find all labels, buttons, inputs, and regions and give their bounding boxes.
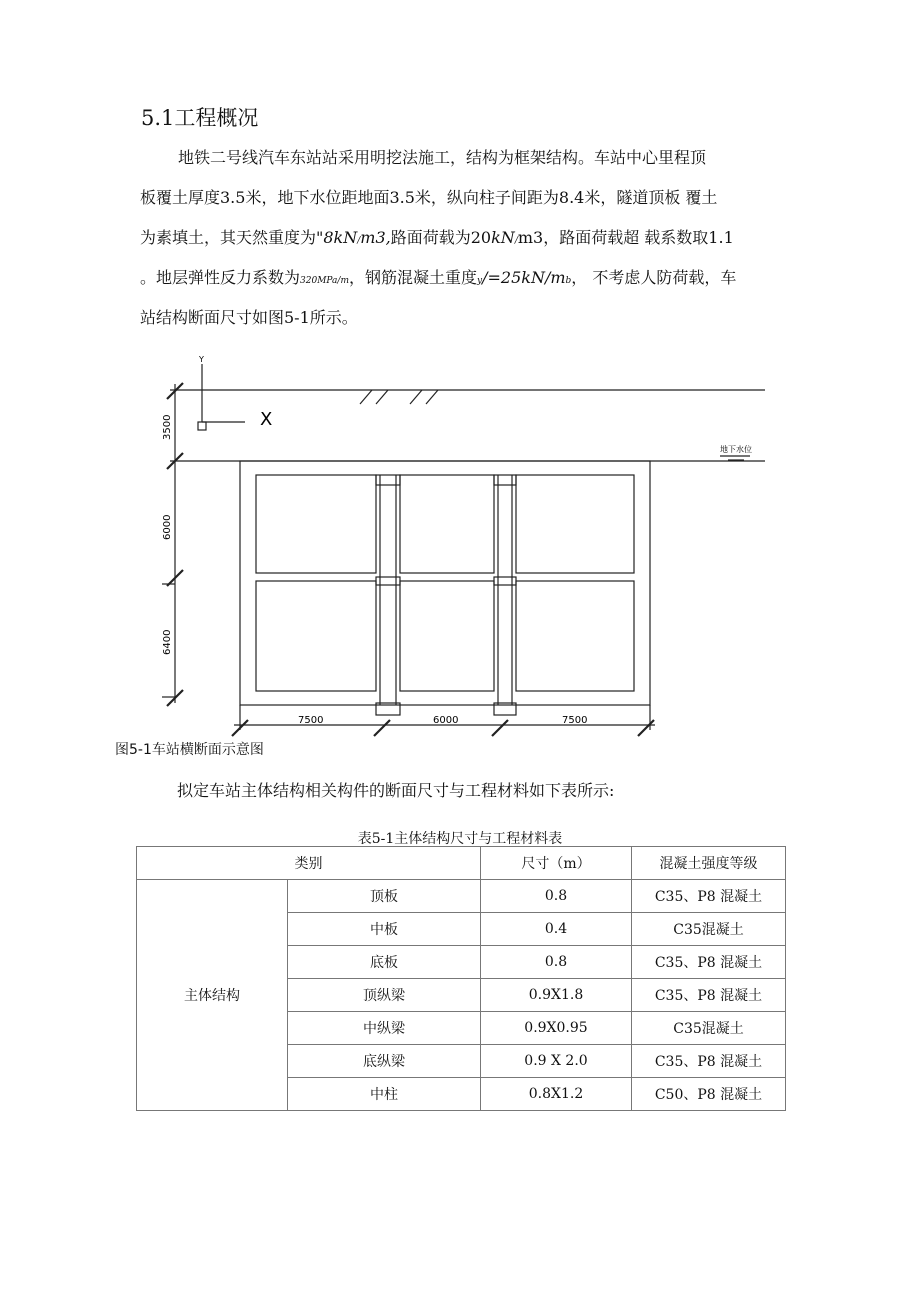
- figure-caption: 图5-1车站横断面示意图: [115, 742, 264, 758]
- text-weight-sub: b: [565, 276, 572, 286]
- grade-cell: C35、P8 混凝土: [632, 979, 786, 1012]
- axis-x-label: X: [260, 409, 273, 430]
- text-fill-desc: 为素填土，其天然重度为: [140, 228, 317, 247]
- grade-cell: C50、P8 混凝土: [632, 1078, 786, 1111]
- grade-cell: C35混凝土: [632, 913, 786, 946]
- size-cell: 0.9X1.8: [481, 979, 632, 1012]
- dim-7500-left: 7500: [298, 715, 324, 726]
- text-weight-value: /=25: [482, 268, 522, 287]
- dim-6400: 6400: [162, 629, 173, 655]
- part-cell: 顶板: [288, 880, 481, 913]
- text-weight-unit: kN/m: [521, 268, 566, 287]
- dim-6000-horizontal: 6000: [433, 715, 459, 726]
- table-row: [137, 880, 786, 913]
- overview-paragraph: [140, 138, 820, 338]
- size-cell: 0.8: [481, 880, 632, 913]
- part-cell: 中纵梁: [288, 1012, 481, 1045]
- paragraph-line-3: [140, 218, 820, 258]
- paragraph-line-4: [140, 258, 820, 298]
- part-cell: 中板: [288, 913, 481, 946]
- text-kn: kN: [491, 228, 515, 247]
- grade-cell: C35、P8 混凝土: [632, 880, 786, 913]
- paragraph-line-5: 站结构断面尺寸如图5-1所示。: [140, 308, 358, 327]
- text-m3: m3,: [360, 228, 391, 247]
- header-category: 类别: [137, 847, 481, 880]
- upper-bay-left: [256, 475, 376, 573]
- upper-bay-right: [516, 475, 634, 573]
- table-intro-text: 拟定车站主体结构相关构件的断面尺寸与工程材料如下表所示:: [177, 781, 615, 800]
- coordinate-axes-icon: [198, 364, 245, 430]
- size-cell: 0.8X1.2: [481, 1078, 632, 1111]
- part-cell: 顶纵梁: [288, 979, 481, 1012]
- part-cell: 中柱: [288, 1078, 481, 1111]
- part-cell: 底板: [288, 946, 481, 979]
- header-size: 尺寸（m）: [481, 847, 632, 880]
- lower-bay-left: [256, 581, 376, 691]
- station-cross-section-diagram: [150, 350, 790, 745]
- upper-bay-middle: [400, 475, 494, 573]
- ground-hatch: [360, 390, 438, 404]
- text-reaction-value: 320MPa/m: [300, 276, 349, 286]
- table-caption: 表5-1主体结构尺寸与工程材料表: [357, 831, 563, 847]
- size-cell: 0.4: [481, 913, 632, 946]
- size-cell: 0.9X0.95: [481, 1012, 632, 1045]
- dim-7500-right: 7500: [562, 715, 588, 726]
- text-gamma: y: [477, 276, 483, 286]
- materials-table: [136, 846, 786, 1111]
- dim-6000-vertical: 6000: [162, 514, 173, 540]
- size-cell: 0.9 X 2.0: [481, 1045, 632, 1078]
- text-road-load: 路面荷载为20: [390, 228, 492, 247]
- size-cell: 0.8: [481, 946, 632, 979]
- header-grade: 混凝土强度等级: [632, 847, 786, 880]
- section-heading: 5.1工程概况: [141, 106, 259, 130]
- table-header-row: [137, 847, 786, 880]
- axis-y-label: Y: [199, 355, 204, 364]
- grade-cell: C35、P8 混凝土: [632, 1045, 786, 1078]
- part-cell: 底纵梁: [288, 1045, 481, 1078]
- lower-bay-right: [516, 581, 634, 691]
- dim-3500: 3500: [162, 414, 173, 440]
- lower-bay-middle: [400, 581, 494, 691]
- text-reaction: 。地层弹性反力系数为: [140, 268, 301, 287]
- text-overload: m3，路面荷载超 载系数取1.1: [517, 228, 734, 247]
- water-level-label: 地下水位: [720, 445, 752, 454]
- text-concrete-weight: ，钢筋混凝土重度: [349, 268, 478, 287]
- text-slash-2: /: [514, 236, 518, 246]
- grade-cell: C35混凝土: [632, 1012, 786, 1045]
- station-outer-wall: [240, 461, 650, 705]
- text-unit-weight: "8kN: [316, 228, 358, 247]
- water-level-symbol: [720, 456, 750, 460]
- paragraph-line-1: 地铁二号线汽车东站站采用明挖法施工，结构为框架结构。车站中心里程顶: [178, 148, 707, 167]
- text-no-civil-defense: ， 不考虑人防荷载，车: [571, 268, 737, 287]
- paragraph-line-2: 板覆土厚度3.5米，地下水位距地面3.5米，纵向柱子间距为8.4米，隧道顶板 覆土: [140, 188, 718, 207]
- grade-cell: C35、P8 混凝土: [632, 946, 786, 979]
- middle-columns: [376, 475, 516, 715]
- text-slash: /: [357, 236, 361, 246]
- group-cell: 主体结构: [137, 880, 288, 1111]
